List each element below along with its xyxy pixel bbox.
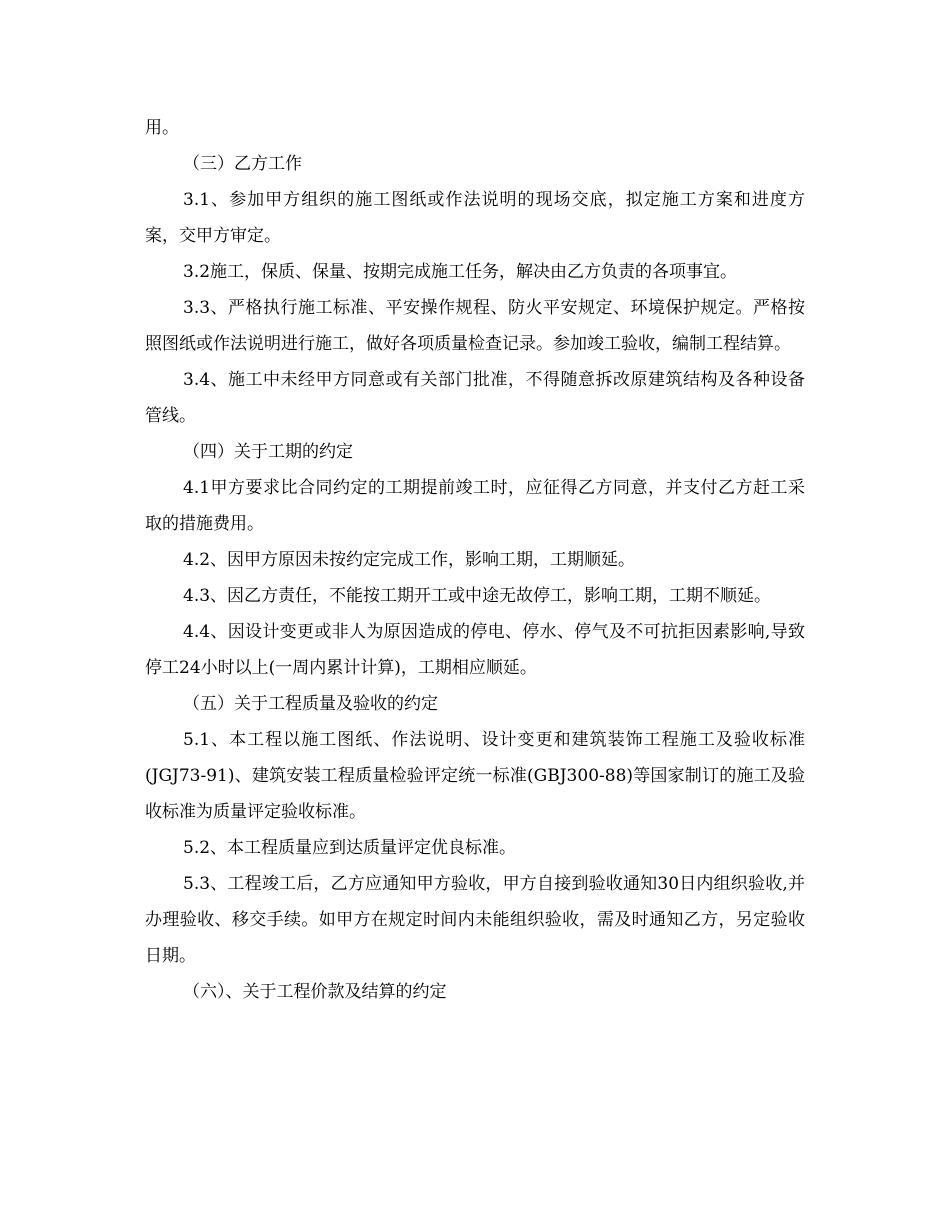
paragraph-continuation: 用。 bbox=[145, 118, 179, 138]
clause-5-3: 5.3、工程竣工后，乙方应通知甲方验收，甲方自接到验收通知30日内组织验收,并办理验收、移交手续。如甲方在规定时间内未能组织验收，需及时通知乙方，另定验收日期。 bbox=[145, 874, 805, 966]
clause-4-2: 4.2、因甲方原因未按约定完成工作，影响工期，工期顺延。 bbox=[183, 550, 636, 570]
clause-5-1: 5.1、本工程以施工图纸、作法说明、设计变更和建筑装饰工程施工及验收标准(JGJ73-91)、建筑安装工程质量检验评定统一标准(GBJ300-88)等国家制订的施工及验收标准为质量评定验收标准。 bbox=[145, 730, 805, 822]
clause-4-3: 4.3、因乙方责任，不能按工期开工或中途无故停工，影响工期，工期不顺延。 bbox=[183, 586, 772, 606]
section-heading-3: （三）乙方工作 bbox=[183, 154, 302, 174]
clause-3-1: 3.1、参加甲方组织的施工图纸或作法说明的现场交底，拟定施工方案和进度方案，交甲方审定。 bbox=[145, 190, 805, 246]
document-page bbox=[145, 110, 805, 1010]
section-heading-4: （四）关于工期的约定 bbox=[183, 442, 353, 462]
clause-3-2: 3.2施工，保质、保量、按期完成施工任务，解决由乙方负责的各项事宜。 bbox=[183, 262, 738, 282]
clause-4-4: 4.4、因设计变更或非人为原因造成的停电、停水、停气及不可抗拒因素影响,导致停工24小时以上(一周内累计计算)，工期相应顺延。 bbox=[145, 622, 805, 678]
clause-5-2: 5.2、本工程质量应到达质量评定优良标准。 bbox=[183, 838, 517, 858]
section-heading-5: （五）关于工程质量及验收的约定 bbox=[183, 694, 438, 714]
clause-4-1: 4.1甲方要求比合同约定的工期提前竣工时，应征得乙方同意，并支付乙方赶工采取的措施费用。 bbox=[145, 478, 805, 534]
clause-3-4: 3.4、施工中未经甲方同意或有关部门批准，不得随意拆改原建筑结构及各种设备管线。 bbox=[145, 370, 805, 426]
section-heading-6: （六）、关于工程价款及结算的约定 bbox=[183, 982, 447, 1002]
clause-3-3: 3.3、严格执行施工标准、平安操作规程、防火平安规定、环境保护规定。严格按照图纸或作法说明进行施工，做好各项质量检查记录。参加竣工验收，编制工程结算。 bbox=[145, 298, 805, 354]
